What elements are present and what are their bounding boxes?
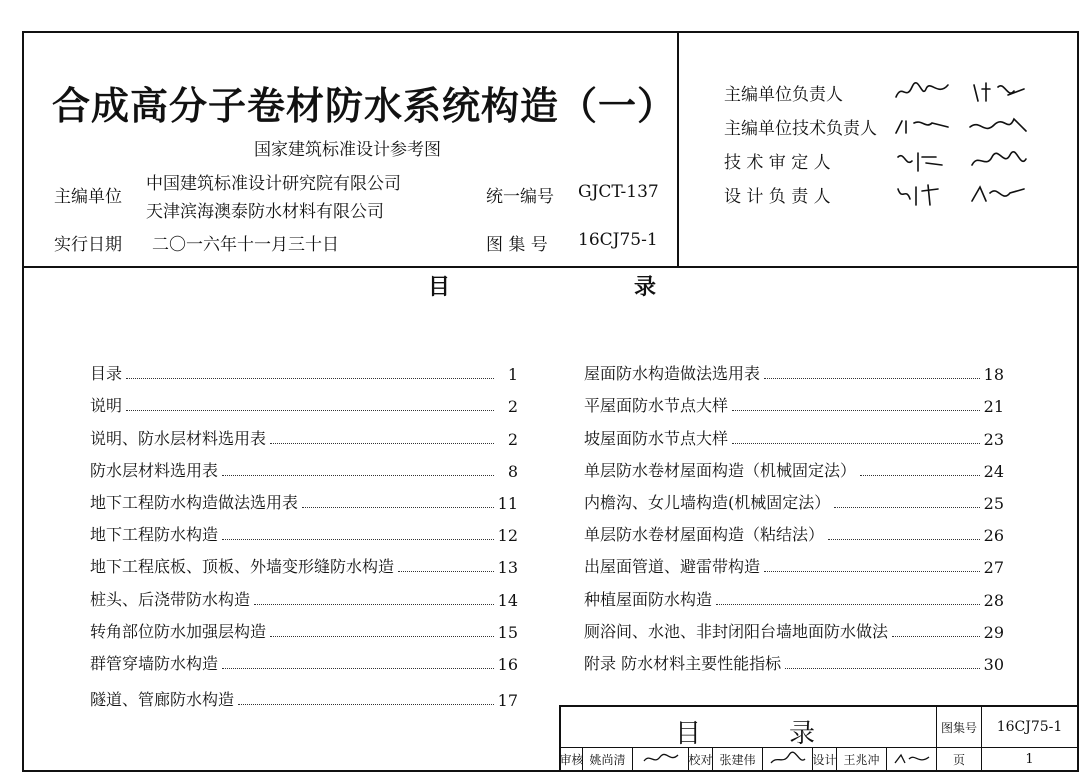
header-right-panel [677, 33, 1079, 266]
role-label: 技 术 审 定 人 [724, 152, 831, 173]
toc-entry[interactable] [584, 384, 1004, 416]
toc-entry[interactable] [90, 449, 518, 481]
toc-entry[interactable] [584, 545, 1004, 577]
role-row [724, 75, 1044, 109]
toc-entry-label: 桩头、后浇带防水构造 [90, 589, 251, 609]
designer-label: 设计 [813, 748, 837, 770]
toc-title-left: 目 [428, 275, 451, 300]
toc-entry-label: 坡屋面防水节点大样 [584, 428, 729, 448]
toc-entry-page: 29 [983, 622, 1004, 642]
toc-entry-label: 转角部位防水加强层构造 [90, 621, 267, 641]
reviewer-signature [633, 748, 689, 770]
editor-unit-label: 主编单位 [54, 187, 122, 207]
page-label: 页 [937, 748, 982, 770]
toc-entry[interactable] [584, 513, 1004, 545]
toc-entry[interactable] [90, 481, 518, 513]
toc-entry[interactable] [584, 481, 1004, 513]
role-label: 主编单位负责人 [724, 84, 843, 105]
toc-entry-label: 屋面防水构造做法选用表 [584, 364, 761, 384]
toc-entry-page: 24 [983, 461, 1004, 481]
toc-entry-label: 防水层材料选用表 [90, 460, 219, 480]
toc-entry[interactable] [90, 513, 518, 545]
date-label: 实行日期 [54, 235, 122, 255]
toc-entry[interactable] [584, 610, 1004, 642]
reviewer-name: 姚尚清 [583, 748, 633, 770]
atlas-number-label: 图 集 号 [486, 235, 548, 255]
toc-entry-page: 13 [497, 558, 518, 578]
toc-entry-page: 25 [983, 493, 1004, 513]
header-divider [24, 266, 1077, 268]
toc-entry-label: 出屋面管道、避雷带构造 [584, 557, 761, 577]
checker-signature [763, 748, 813, 770]
toc-entry[interactable] [90, 577, 518, 609]
signature-image [892, 147, 952, 173]
serial-label: 统一编号 [486, 187, 554, 207]
toc-entry-label: 单层防水卷材屋面构造（机械固定法） [584, 460, 857, 480]
signature-image [968, 181, 1028, 207]
toc-entry[interactable] [584, 352, 1004, 384]
toc-entry-page: 17 [497, 690, 518, 710]
role-row [724, 177, 1044, 211]
date-value: 二〇一六年十一月三十日 [152, 235, 339, 255]
role-label: 设 计 负 责 人 [724, 186, 831, 207]
toc-entry-page: 27 [983, 558, 1004, 578]
toc-entry-label: 说明 [90, 396, 123, 416]
reviewer-label: 审核 [561, 748, 583, 770]
atlas-title: 合成高分子卷材防水系统构造（一） [52, 84, 677, 128]
toc-entry-label: 内檐沟、女儿墙构造(机械固定法） [584, 492, 831, 512]
signature-image [892, 79, 952, 105]
toc-left-column [90, 352, 518, 710]
checker-label: 校对 [689, 748, 713, 770]
toc-entry[interactable] [90, 416, 518, 448]
toc-entry-page: 15 [497, 622, 518, 642]
signature-image [968, 113, 1028, 139]
role-label: 主编单位技术负责人 [724, 118, 877, 139]
toc-entry[interactable] [584, 642, 1004, 674]
toc-entry[interactable] [584, 416, 1004, 448]
toc-entry-page: 12 [497, 526, 518, 546]
toc-entry-label: 厕浴间、水池、非封闭阳台墙地面防水做法 [584, 621, 889, 641]
signature-image [892, 181, 952, 207]
toc-entry-label: 地下工程防水构造做法选用表 [90, 492, 299, 512]
designer-name: 王兆冲 [837, 748, 887, 770]
toc-entry-label: 附录 防水材料主要性能指标 [584, 653, 782, 673]
editor-unit-2: 天津滨海澳泰防水材料有限公司 [146, 202, 384, 222]
designer-signature [887, 748, 937, 770]
atlas-number-value: 16CJ75-1 [578, 230, 658, 250]
toc-entry-page: 2 [507, 397, 518, 417]
toc-right-column [584, 352, 1004, 674]
serial-value: GJCT-137 [578, 182, 659, 202]
toc-entry[interactable] [90, 642, 518, 674]
toc-entry-label: 平屋面防水节点大样 [584, 396, 729, 416]
title-block-atlas-value: 16CJ75-1 [982, 707, 1077, 748]
toc-entry-label: 说明、防水层材料选用表 [90, 428, 267, 448]
toc-entry-page: 1 [507, 365, 518, 385]
toc-entry-label: 隧道、管廊防水构造 [90, 689, 235, 709]
responsibility-list [724, 75, 1044, 211]
toc-entry-label: 种植屋面防水构造 [584, 589, 713, 609]
toc-title-right: 录 [634, 275, 657, 300]
toc-entry[interactable] [90, 610, 518, 642]
page-value: 1 [1025, 751, 1034, 767]
toc-entry[interactable] [584, 449, 1004, 481]
toc-entry-label: 目录 [90, 364, 123, 384]
toc-entry[interactable] [90, 545, 518, 577]
toc-entry-page: 18 [983, 365, 1004, 385]
toc-entry-label: 地下工程防水构造 [90, 525, 219, 545]
signature-image [968, 147, 1028, 173]
toc-entry[interactable] [90, 352, 518, 384]
title-block [559, 705, 1077, 770]
signature-image [968, 79, 1028, 105]
title-block-title-cell [561, 707, 937, 748]
toc-entry-label: 群管穿墙防水构造 [90, 653, 219, 673]
role-row [724, 143, 1044, 177]
toc-entry[interactable] [90, 674, 518, 710]
signature-image [892, 113, 952, 139]
toc-entry-label: 地下工程底板、顶板、外墙变形缝防水构造 [90, 557, 395, 577]
title-block-title-right: 录 [789, 719, 816, 749]
editor-unit-1: 中国建筑标准设计研究院有限公司 [146, 174, 401, 194]
checker-name: 张建伟 [713, 748, 763, 770]
title-block-atlas-label: 图集号 [937, 707, 982, 748]
atlas-subtitle: 国家建筑标准设计参考图 [254, 140, 441, 160]
toc-entry-page: 11 [497, 493, 518, 513]
toc-entry-page: 26 [983, 526, 1004, 546]
toc-entry-label: 单层防水卷材屋面构造（粘结法） [584, 525, 825, 545]
role-row [724, 109, 1044, 143]
toc-entry-page: 8 [507, 461, 518, 481]
header-left-panel [24, 33, 677, 266]
title-block-title-left: 目 [675, 719, 702, 749]
toc-entry-page: 30 [983, 654, 1004, 674]
toc-entry-page: 14 [497, 590, 518, 610]
toc-entry[interactable] [90, 384, 518, 416]
toc-entry-page: 23 [983, 429, 1004, 449]
toc-entry-page: 21 [983, 397, 1004, 417]
toc-entry-page: 28 [983, 590, 1004, 610]
toc-entry-page: 2 [507, 429, 518, 449]
toc-entry-page: 16 [497, 654, 518, 674]
toc-entry[interactable] [584, 577, 1004, 609]
